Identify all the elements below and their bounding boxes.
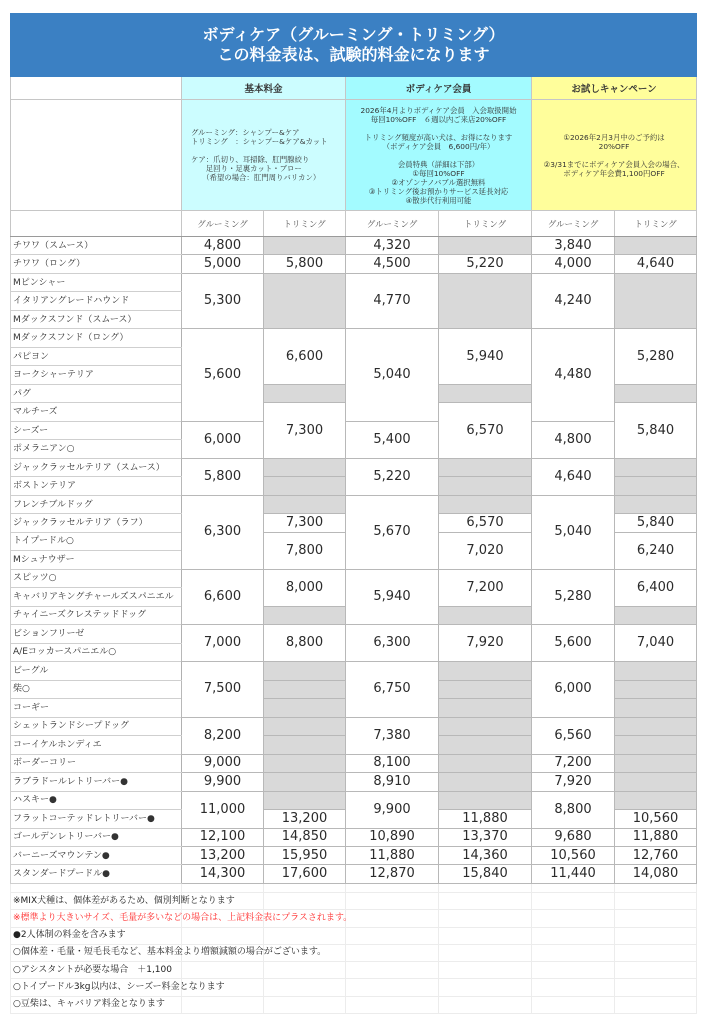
breed-name: ビーグル bbox=[11, 662, 182, 680]
breed-name: バーニーズマウンテン● bbox=[11, 846, 182, 864]
price-cell-campaign-grooming: 4,640 bbox=[532, 458, 615, 495]
description-line: 毎回10%OFF ６週以内ご来店20%OFF bbox=[370, 114, 507, 124]
breed-name: 柴○ bbox=[11, 680, 182, 698]
title-line-1: ボディケア（グルーミング・トリミング） bbox=[202, 25, 505, 44]
price-cell-basic-grooming: 9,900 bbox=[182, 773, 264, 791]
price-body bbox=[11, 237, 697, 884]
price-cell-basic-trimming: 17,600 bbox=[264, 865, 346, 883]
price-cell-member-grooming: 5,040 bbox=[346, 329, 439, 421]
breed-name: キャバリアキングチャールズスパニエル bbox=[11, 588, 182, 606]
description-line: ③トリミング後お預かりサービス延長対応 bbox=[368, 186, 509, 196]
breed-name: ジャックラッセルテリア（ラフ） bbox=[11, 514, 182, 532]
empty-cell bbox=[615, 910, 697, 927]
breed-name: ハスキー● bbox=[11, 791, 182, 809]
empty-cell bbox=[264, 979, 346, 996]
description-paragraph bbox=[191, 128, 345, 146]
price-cell-campaign-trimming: 5,280 bbox=[615, 329, 697, 384]
price-cell-unavailable bbox=[439, 477, 532, 495]
breed-header-cell bbox=[11, 211, 182, 237]
note-text: ○アシスタントが必要な場合 ＋1,100 bbox=[11, 962, 182, 979]
price-cell-basic-trimming: 7,300 bbox=[264, 514, 346, 532]
service-header-row bbox=[11, 211, 697, 237]
price-cell-member-trimming: 6,570 bbox=[439, 403, 532, 458]
description-line: ②オゾンナノバブル選択無料 bbox=[391, 177, 486, 187]
subheader-campaign-trimming: トリミング bbox=[615, 211, 697, 237]
price-cell-unavailable bbox=[264, 754, 346, 772]
price-cell-basic-trimming: 7,300 bbox=[264, 403, 346, 458]
price-cell-unavailable bbox=[264, 680, 346, 698]
breed-name: チワワ（ロング） bbox=[11, 255, 182, 273]
price-cell-campaign-trimming: 6,400 bbox=[615, 569, 697, 606]
empty-cell bbox=[615, 979, 697, 996]
price-cell-member-grooming: 10,890 bbox=[346, 828, 439, 846]
table-row bbox=[11, 237, 697, 255]
price-cell-basic-grooming: 8,200 bbox=[182, 717, 264, 754]
price-cell-member-grooming: 9,900 bbox=[346, 791, 439, 828]
price-cell-unavailable bbox=[264, 477, 346, 495]
price-cell-campaign-trimming: 6,240 bbox=[615, 532, 697, 569]
price-cell-unavailable bbox=[615, 273, 697, 328]
empty-cell bbox=[615, 962, 697, 979]
empty-cell bbox=[182, 927, 264, 944]
price-cell-unavailable bbox=[615, 773, 697, 791]
empty-description-cell bbox=[11, 100, 182, 211]
empty-cell bbox=[346, 892, 439, 909]
empty-cell bbox=[532, 944, 615, 961]
price-cell-unavailable bbox=[439, 606, 532, 624]
empty-cell bbox=[264, 927, 346, 944]
price-cell-campaign-grooming: 6,560 bbox=[532, 717, 615, 754]
title-line-2: この料金表は、試験的料金になります bbox=[217, 45, 490, 64]
table-row bbox=[11, 846, 697, 864]
description-line: ボディケア年会費1,100円OFF bbox=[563, 168, 665, 178]
notes-section bbox=[11, 883, 697, 1013]
plan-campaign-label: お試しキャンペーン bbox=[532, 77, 697, 100]
price-table bbox=[10, 13, 697, 1014]
price-cell-member-grooming: 5,670 bbox=[346, 495, 439, 569]
empty-cell bbox=[615, 996, 697, 1013]
breed-name: パピヨン bbox=[11, 347, 182, 365]
empty-cell bbox=[439, 892, 532, 909]
price-cell-basic-trimming: 13,200 bbox=[264, 810, 346, 828]
price-cell-campaign-grooming: 4,480 bbox=[532, 329, 615, 421]
plan-basic-description bbox=[182, 100, 346, 211]
breed-name: トイプードル○ bbox=[11, 532, 182, 550]
price-cell-member-trimming: 7,020 bbox=[439, 532, 532, 569]
description-line: （ボディケア会員 6,600円/年） bbox=[382, 141, 495, 151]
price-cell-unavailable bbox=[264, 662, 346, 680]
price-cell-unavailable bbox=[439, 773, 532, 791]
price-cell-unavailable bbox=[615, 384, 697, 402]
description-paragraph bbox=[532, 160, 696, 178]
empty-cell bbox=[532, 892, 615, 909]
breed-name: イタリアングレードハウンド bbox=[11, 292, 182, 310]
breed-name: スタンダードプードル● bbox=[11, 865, 182, 883]
breed-name: パグ bbox=[11, 384, 182, 402]
plan-member-description bbox=[346, 100, 532, 211]
price-cell-unavailable bbox=[615, 606, 697, 624]
price-cell-basic-trimming: 8,000 bbox=[264, 569, 346, 606]
note-row bbox=[11, 927, 697, 944]
plan-campaign-description bbox=[532, 100, 697, 211]
note-text: ○豆柴は、キャバリア料金となります bbox=[11, 996, 182, 1013]
empty-cell bbox=[439, 979, 532, 996]
breed-name: ゴールデンレトリーバー● bbox=[11, 828, 182, 846]
price-cell-campaign-trimming: 11,880 bbox=[615, 828, 697, 846]
price-cell-unavailable bbox=[615, 495, 697, 513]
note-text: ○個体差・毛量・短毛長毛など、基本料金より増額減額の場合がございます。 bbox=[11, 944, 182, 961]
empty-cell bbox=[346, 962, 439, 979]
price-cell-member-trimming: 7,200 bbox=[439, 569, 532, 606]
empty-cell bbox=[615, 944, 697, 961]
price-cell-basic-grooming: 6,000 bbox=[182, 421, 264, 458]
price-cell-member-grooming: 8,100 bbox=[346, 754, 439, 772]
price-cell-unavailable bbox=[615, 477, 697, 495]
description-paragraph bbox=[346, 133, 531, 151]
empty-cell bbox=[439, 962, 532, 979]
breed-name: コーギー bbox=[11, 699, 182, 717]
price-cell-basic-trimming: 8,800 bbox=[264, 625, 346, 662]
plan-basic-label: 基本料金 bbox=[182, 77, 346, 100]
price-cell-unavailable bbox=[615, 662, 697, 680]
price-cell-unavailable bbox=[264, 495, 346, 513]
price-cell-unavailable bbox=[439, 384, 532, 402]
price-cell-campaign-grooming: 5,600 bbox=[532, 625, 615, 662]
description-line: 2026年4月よりボディケア会員 入会取扱開始 bbox=[360, 105, 517, 115]
table-row bbox=[11, 717, 697, 735]
price-cell-member-grooming: 4,320 bbox=[346, 237, 439, 255]
price-cell-unavailable bbox=[264, 237, 346, 255]
price-cell-basic-grooming: 9,000 bbox=[182, 754, 264, 772]
price-cell-unavailable bbox=[264, 458, 346, 476]
price-cell-basic-grooming: 4,800 bbox=[182, 237, 264, 255]
breed-name: ボストンテリア bbox=[11, 477, 182, 495]
subheader-campaign-grooming: グルーミング bbox=[532, 211, 615, 237]
page-title bbox=[11, 14, 697, 77]
empty-cell bbox=[439, 910, 532, 927]
empty-cell bbox=[532, 979, 615, 996]
price-cell-campaign-grooming: 9,680 bbox=[532, 828, 615, 846]
empty-cell bbox=[439, 996, 532, 1013]
table-row bbox=[11, 255, 697, 273]
breed-name: ラブラドールレトリーバー● bbox=[11, 773, 182, 791]
breed-name: ビションフリーゼ bbox=[11, 625, 182, 643]
note-text: ※標準より大きいサイズ、毛量が多いなどの場合は、上記料金表にプラスされます。 bbox=[11, 910, 182, 927]
empty-cell bbox=[346, 996, 439, 1013]
breed-name: スピッツ○ bbox=[11, 569, 182, 587]
table-row bbox=[11, 662, 697, 680]
empty-cell bbox=[532, 910, 615, 927]
price-cell-campaign-grooming: 5,040 bbox=[532, 495, 615, 569]
price-cell-basic-grooming: 6,600 bbox=[182, 569, 264, 624]
price-cell-unavailable bbox=[439, 662, 532, 680]
price-cell-unavailable bbox=[264, 791, 346, 809]
price-cell-basic-grooming: 7,000 bbox=[182, 625, 264, 662]
price-cell-basic-grooming: 13,200 bbox=[182, 846, 264, 864]
plan-description-row bbox=[11, 100, 697, 211]
price-cell-member-grooming: 5,220 bbox=[346, 458, 439, 495]
price-cell-campaign-grooming: 7,200 bbox=[532, 754, 615, 772]
price-cell-campaign-trimming: 14,080 bbox=[615, 865, 697, 883]
empty-cell bbox=[439, 944, 532, 961]
price-cell-campaign-trimming: 4,640 bbox=[615, 255, 697, 273]
price-cell-basic-grooming: 5,000 bbox=[182, 255, 264, 273]
note-text: ○トイプードル3kg以内は、シーズー料金となります bbox=[11, 979, 182, 996]
description-line: トリミング ：シャンプー&ケア&カット bbox=[191, 137, 328, 146]
note-text: ●2人体制の料金を含みます bbox=[11, 927, 182, 944]
breed-name: フラットコーテッドレトリーバー● bbox=[11, 810, 182, 828]
price-cell-member-trimming: 7,920 bbox=[439, 625, 532, 662]
description-line: 会員特典（詳細は下部） bbox=[397, 159, 480, 169]
breed-name: Mダックスフンド（ロング） bbox=[11, 329, 182, 347]
description-paragraph bbox=[346, 106, 531, 124]
note-row bbox=[11, 996, 697, 1013]
note-row bbox=[11, 944, 697, 961]
subheader-member-trimming: トリミング bbox=[439, 211, 532, 237]
price-cell-member-grooming: 6,750 bbox=[346, 662, 439, 717]
description-paragraph bbox=[191, 155, 345, 182]
price-cell-campaign-grooming: 4,800 bbox=[532, 421, 615, 458]
price-cell-member-trimming: 15,840 bbox=[439, 865, 532, 883]
price-cell-unavailable bbox=[439, 699, 532, 717]
description-line: ①毎回10%OFF bbox=[412, 168, 465, 178]
price-cell-unavailable bbox=[439, 495, 532, 513]
price-cell-member-trimming: 5,940 bbox=[439, 329, 532, 384]
price-cell-basic-grooming: 7,500 bbox=[182, 662, 264, 717]
subheader-basic-grooming: グルーミング bbox=[182, 211, 264, 237]
breed-name: Mシュナウザー bbox=[11, 551, 182, 569]
empty-cell bbox=[264, 892, 346, 909]
breed-name: ボーダーコリー bbox=[11, 754, 182, 772]
table-row bbox=[11, 495, 697, 513]
price-cell-unavailable bbox=[439, 458, 532, 476]
price-cell-member-trimming: 14,360 bbox=[439, 846, 532, 864]
price-cell-campaign-trimming: 5,840 bbox=[615, 514, 697, 532]
breed-name: シーズー bbox=[11, 421, 182, 439]
price-cell-basic-grooming: 12,100 bbox=[182, 828, 264, 846]
price-cell-unavailable bbox=[615, 458, 697, 476]
table-row bbox=[11, 773, 697, 791]
price-cell-campaign-grooming: 11,440 bbox=[532, 865, 615, 883]
table-row bbox=[11, 569, 697, 587]
description-line: 20%OFF bbox=[598, 141, 630, 151]
description-line: ケア：爪切り、耳掃除、肛門腺絞り bbox=[191, 155, 310, 164]
price-cell-unavailable bbox=[264, 736, 346, 754]
empty-cell bbox=[264, 962, 346, 979]
table-row bbox=[11, 329, 697, 347]
note-row bbox=[11, 892, 697, 909]
price-cell-unavailable bbox=[439, 237, 532, 255]
price-cell-member-grooming: 5,400 bbox=[346, 421, 439, 458]
price-cell-campaign-grooming: 6,000 bbox=[532, 662, 615, 717]
price-cell-member-grooming: 4,770 bbox=[346, 273, 439, 328]
price-cell-campaign-grooming: 3,840 bbox=[532, 237, 615, 255]
breed-name: フレンチブルドッグ bbox=[11, 495, 182, 513]
price-cell-member-grooming: 8,910 bbox=[346, 773, 439, 791]
breed-name: ポメラニアン○ bbox=[11, 440, 182, 458]
price-cell-basic-grooming: 6,300 bbox=[182, 495, 264, 569]
price-cell-campaign-grooming: 7,920 bbox=[532, 773, 615, 791]
table-row bbox=[11, 273, 697, 291]
price-sheet bbox=[10, 13, 696, 1014]
empty-cell bbox=[182, 996, 264, 1013]
subheader-member-grooming: グルーミング bbox=[346, 211, 439, 237]
price-cell-unavailable bbox=[264, 717, 346, 735]
price-cell-unavailable bbox=[439, 273, 532, 328]
price-cell-campaign-trimming: 7,040 bbox=[615, 625, 697, 662]
empty-cell bbox=[182, 962, 264, 979]
spacer-row bbox=[11, 883, 697, 892]
breed-name: シェットランドシープドッグ bbox=[11, 717, 182, 735]
price-cell-unavailable bbox=[615, 699, 697, 717]
price-cell-campaign-grooming: 5,280 bbox=[532, 569, 615, 624]
empty-cell bbox=[264, 996, 346, 1013]
title-row bbox=[11, 14, 697, 77]
price-cell-campaign-grooming: 8,800 bbox=[532, 791, 615, 828]
empty-cell bbox=[532, 927, 615, 944]
price-cell-member-grooming: 12,870 bbox=[346, 865, 439, 883]
price-cell-campaign-trimming: 12,760 bbox=[615, 846, 697, 864]
price-cell-unavailable bbox=[264, 699, 346, 717]
price-cell-member-trimming: 11,880 bbox=[439, 810, 532, 828]
description-line: ①2026年2月3月中のご予約は bbox=[563, 132, 665, 142]
note-row bbox=[11, 979, 697, 996]
description-line: 足回り・足裏カット・ブロー bbox=[191, 164, 302, 173]
price-cell-member-grooming: 11,880 bbox=[346, 846, 439, 864]
price-cell-unavailable bbox=[264, 273, 346, 328]
price-cell-unavailable bbox=[615, 754, 697, 772]
price-cell-basic-grooming: 5,800 bbox=[182, 458, 264, 495]
description-paragraph bbox=[532, 133, 696, 151]
empty-cell bbox=[346, 979, 439, 996]
breed-name: Mダックスフンド（スムース） bbox=[11, 310, 182, 328]
price-cell-campaign-grooming: 10,560 bbox=[532, 846, 615, 864]
price-cell-basic-grooming: 5,300 bbox=[182, 273, 264, 328]
description-line: トリミング頻度が高い犬は、お得になります bbox=[364, 132, 513, 142]
description-line: ②3/31までにボディケア会員入会の場合、 bbox=[543, 159, 685, 169]
empty-cell bbox=[532, 996, 615, 1013]
empty-corner-cell bbox=[11, 77, 182, 100]
table-row bbox=[11, 421, 697, 439]
price-cell-unavailable bbox=[264, 384, 346, 402]
empty-cell bbox=[615, 892, 697, 909]
price-cell-basic-trimming: 6,600 bbox=[264, 329, 346, 384]
table-row bbox=[11, 791, 697, 809]
table-row bbox=[11, 865, 697, 883]
price-cell-campaign-trimming: 5,840 bbox=[615, 403, 697, 458]
price-cell-unavailable bbox=[615, 237, 697, 255]
price-cell-member-trimming: 13,370 bbox=[439, 828, 532, 846]
price-cell-basic-grooming: 11,000 bbox=[182, 791, 264, 828]
price-cell-unavailable bbox=[264, 773, 346, 791]
price-cell-unavailable bbox=[439, 791, 532, 809]
note-row bbox=[11, 910, 697, 927]
price-cell-member-trimming: 5,220 bbox=[439, 255, 532, 273]
price-cell-unavailable bbox=[439, 680, 532, 698]
table-row bbox=[11, 458, 697, 476]
price-cell-unavailable bbox=[615, 736, 697, 754]
price-cell-unavailable bbox=[615, 791, 697, 809]
price-cell-member-grooming: 7,380 bbox=[346, 717, 439, 754]
breed-name: ヨークシャーテリア bbox=[11, 366, 182, 384]
plan-member-label: ボディケア会員 bbox=[346, 77, 532, 100]
price-cell-unavailable bbox=[439, 754, 532, 772]
description-line: ④散歩代行利用可能 bbox=[405, 195, 472, 205]
price-cell-unavailable bbox=[439, 717, 532, 735]
price-cell-member-trimming: 6,570 bbox=[439, 514, 532, 532]
table-row bbox=[11, 754, 697, 772]
empty-cell bbox=[346, 927, 439, 944]
price-cell-campaign-grooming: 4,000 bbox=[532, 255, 615, 273]
price-cell-unavailable bbox=[615, 717, 697, 735]
price-cell-campaign-grooming: 4,240 bbox=[532, 273, 615, 328]
note-text: ※MIX犬種は、個体差があるため、個別判断となります bbox=[11, 892, 182, 909]
price-cell-basic-grooming: 5,600 bbox=[182, 329, 264, 421]
table-row bbox=[11, 828, 697, 846]
empty-cell bbox=[615, 927, 697, 944]
price-cell-basic-grooming: 14,300 bbox=[182, 865, 264, 883]
breed-name: コーイケルホンディエ bbox=[11, 736, 182, 754]
price-cell-unavailable bbox=[439, 736, 532, 754]
empty-cell bbox=[532, 962, 615, 979]
table-row bbox=[11, 625, 697, 643]
note-row bbox=[11, 962, 697, 979]
breed-name: チワワ（スムース） bbox=[11, 237, 182, 255]
price-cell-basic-trimming: 7,800 bbox=[264, 532, 346, 569]
price-cell-unavailable bbox=[264, 606, 346, 624]
breed-name: マルチーズ bbox=[11, 403, 182, 421]
price-cell-member-grooming: 5,940 bbox=[346, 569, 439, 624]
breed-name: A/Eコッカースパニエル○ bbox=[11, 643, 182, 661]
price-cell-campaign-trimming: 10,560 bbox=[615, 810, 697, 828]
price-cell-basic-trimming: 14,850 bbox=[264, 828, 346, 846]
price-cell-basic-trimming: 5,800 bbox=[264, 255, 346, 273]
price-cell-basic-trimming: 15,950 bbox=[264, 846, 346, 864]
subheader-basic-trimming: トリミング bbox=[264, 211, 346, 237]
description-line: （希望の場合：肛門周りバリカン） bbox=[191, 173, 321, 182]
price-cell-member-grooming: 6,300 bbox=[346, 625, 439, 662]
empty-cell bbox=[346, 910, 439, 927]
breed-name: ジャックラッセルテリア（スムース） bbox=[11, 458, 182, 476]
description-line: グルーミング：シャンプー&ケア bbox=[191, 128, 300, 137]
plan-header-row bbox=[11, 77, 697, 100]
breed-name: チャイニーズクレステッドドッグ bbox=[11, 606, 182, 624]
empty-cell bbox=[439, 927, 532, 944]
price-cell-member-grooming: 4,500 bbox=[346, 255, 439, 273]
description-paragraph bbox=[346, 160, 531, 205]
empty-cell bbox=[346, 944, 439, 961]
price-cell-unavailable bbox=[615, 680, 697, 698]
breed-name: Mピンシャー bbox=[11, 273, 182, 291]
